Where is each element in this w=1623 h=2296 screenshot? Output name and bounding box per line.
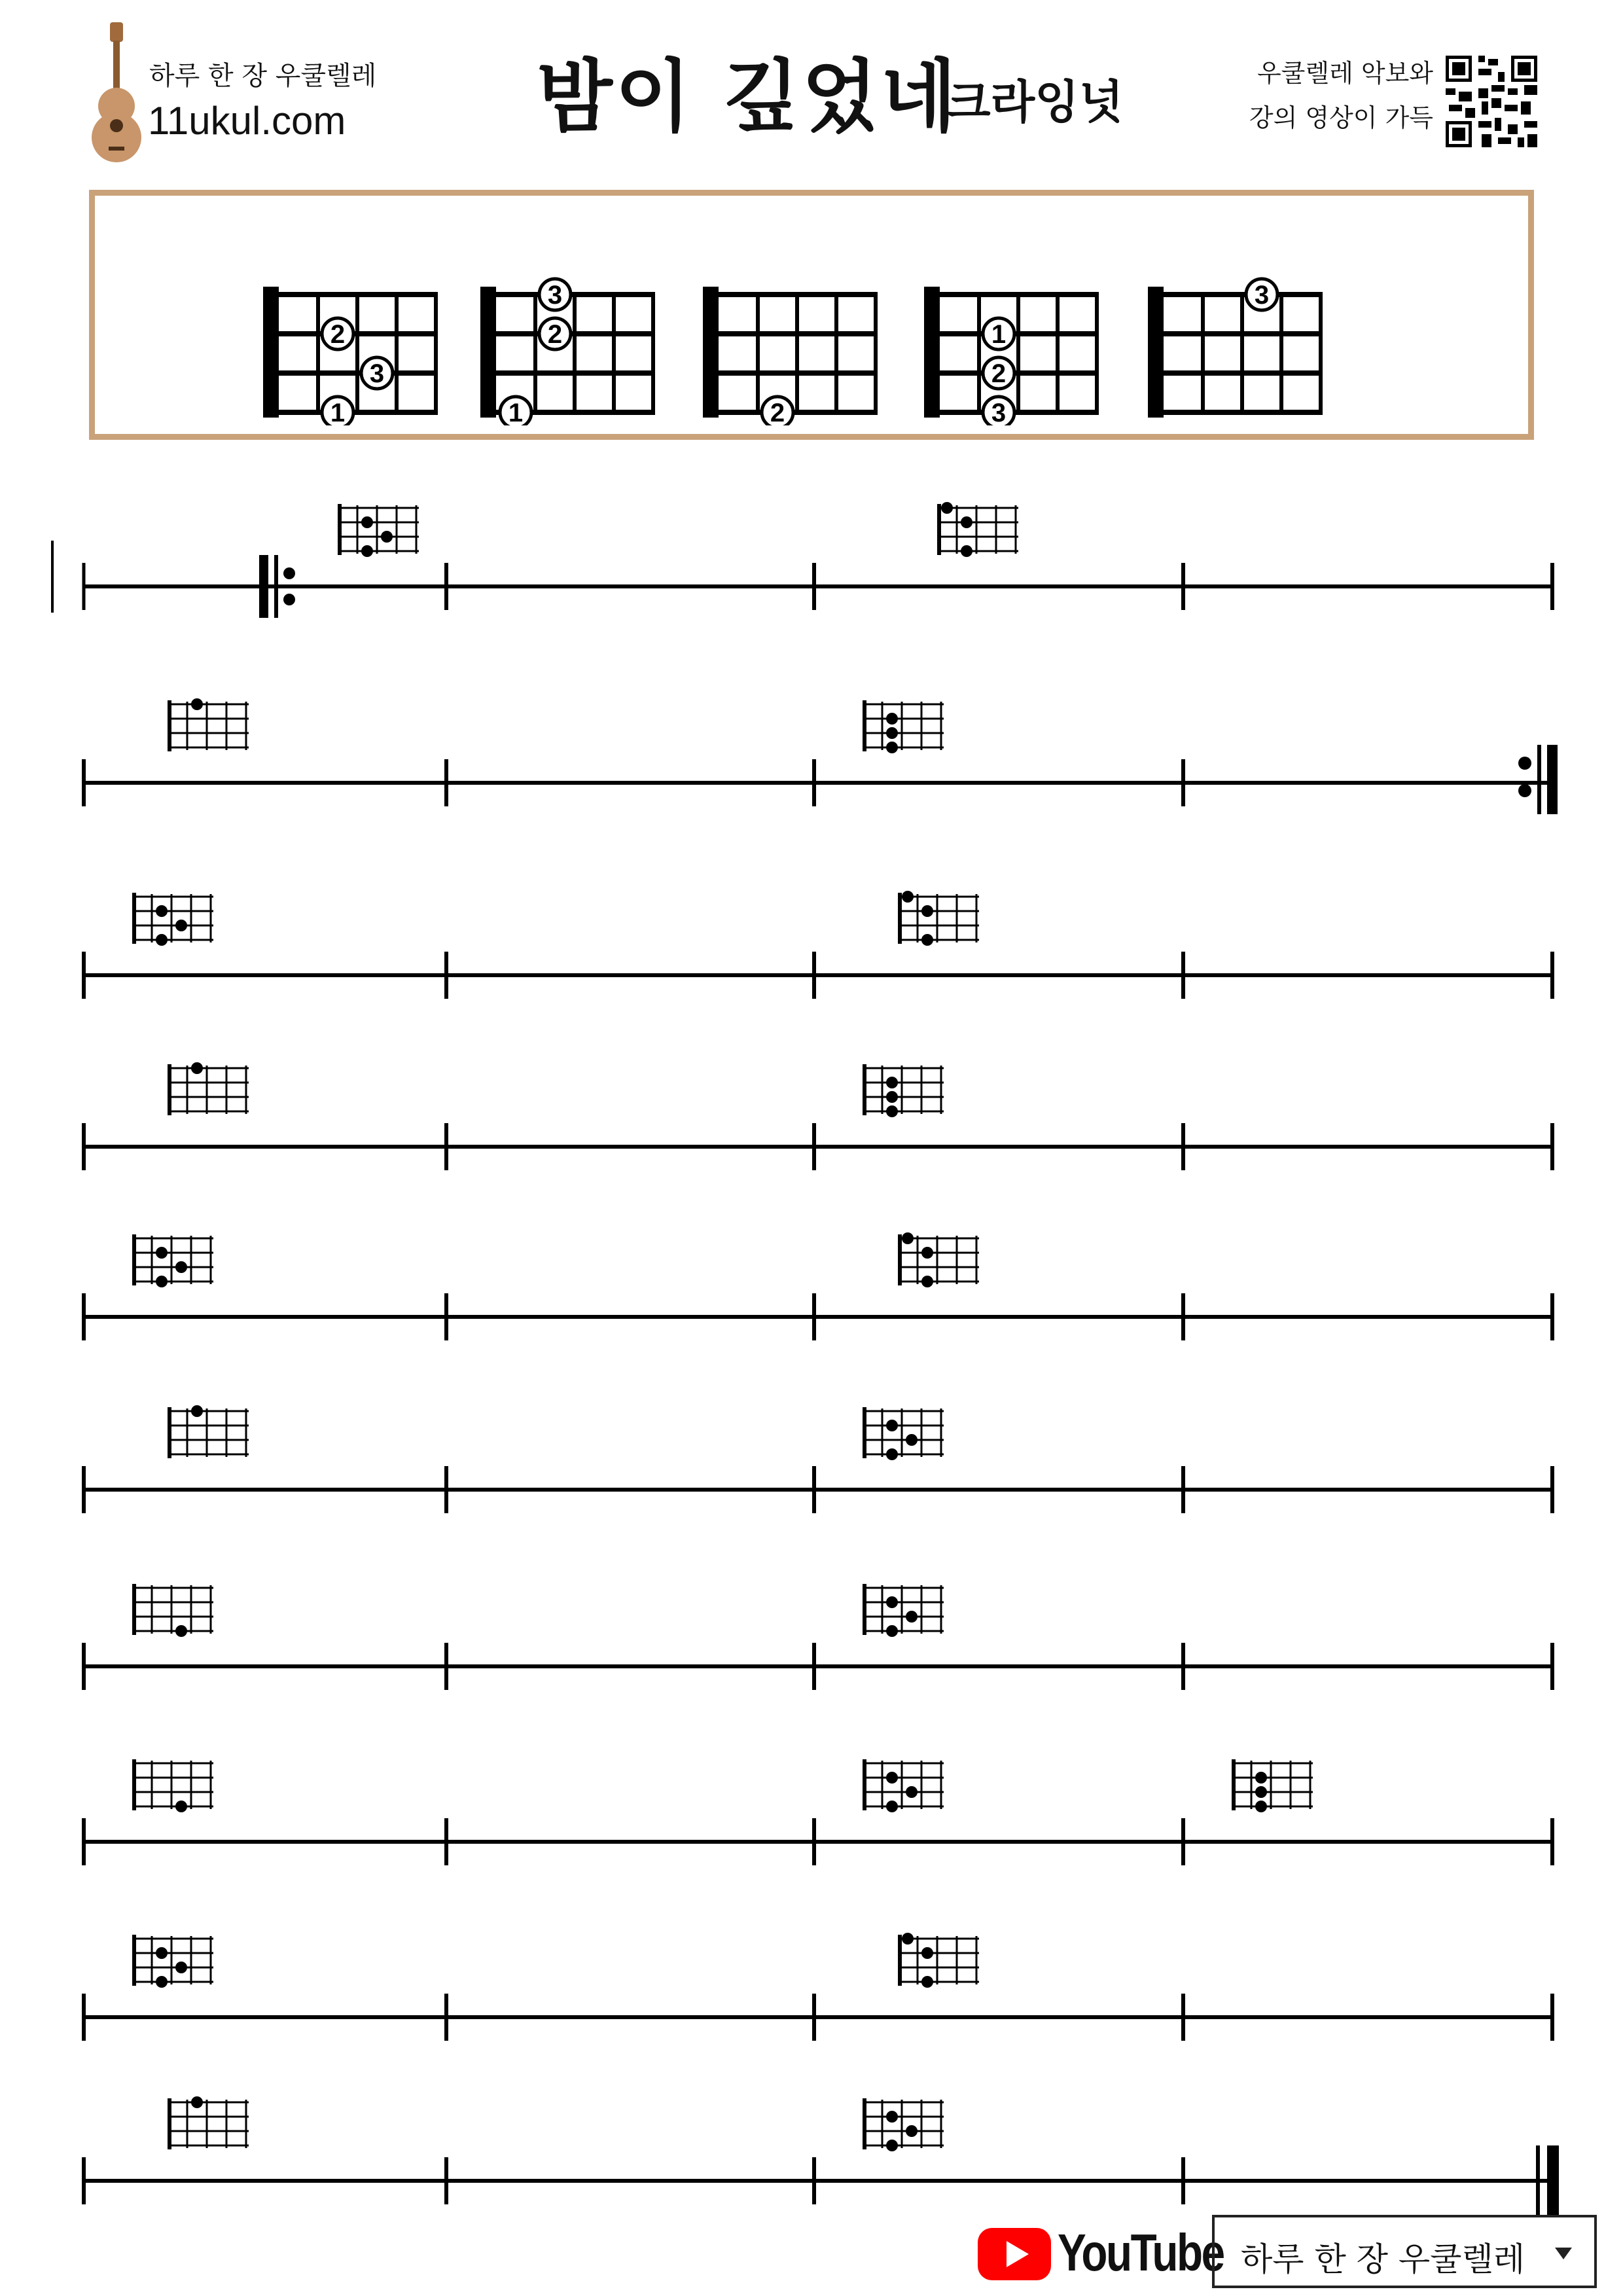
song-title: 밤이 깊었네 bbox=[537, 52, 959, 143]
channel-dropdown[interactable] bbox=[1212, 2215, 1597, 2288]
svg-text:1: 1 bbox=[508, 399, 524, 425]
svg-text:3: 3 bbox=[1254, 281, 1270, 310]
inline-chord-diagram-g bbox=[863, 2098, 944, 2151]
inline-chord-diagram-g bbox=[338, 504, 419, 557]
inline-chord-diagram-e7 bbox=[898, 891, 979, 946]
youtube-logo-icon[interactable] bbox=[978, 2228, 1051, 2280]
svg-text:2: 2 bbox=[330, 320, 346, 349]
inline-chord-diagram-d bbox=[1232, 1759, 1313, 1812]
inline-chord-diagram-am bbox=[168, 1062, 249, 1115]
inline-chord-diagram-g bbox=[863, 1584, 944, 1637]
inline-chord-diagram-am bbox=[168, 698, 249, 751]
inline-chord-diagram-am bbox=[168, 2096, 249, 2149]
youtube-label[interactable]: YouTube bbox=[1058, 2223, 1224, 2282]
svg-text:1: 1 bbox=[991, 320, 1007, 349]
inline-chord-diagram-e7 bbox=[898, 1933, 979, 1988]
channel-label: 하루 한 장 우쿨렐레 bbox=[1241, 2240, 1525, 2278]
inline-chord-diagram-d bbox=[863, 700, 944, 753]
inline-chord-diagram-g bbox=[863, 1759, 944, 1812]
svg-text:3: 3 bbox=[547, 281, 563, 310]
inline-chord-diagram-e7 bbox=[937, 502, 1018, 557]
inline-chord-diagram-c bbox=[132, 1759, 213, 1812]
svg-text:3: 3 bbox=[991, 399, 1007, 425]
inline-chord-diagram-g bbox=[132, 893, 213, 946]
inline-chord-diagram-am bbox=[168, 1405, 249, 1458]
svg-text:2: 2 bbox=[770, 399, 785, 425]
promo-line-1: 우쿨렐레 악보와 bbox=[1257, 59, 1433, 88]
svg-text:2: 2 bbox=[547, 320, 563, 349]
inline-chord-diagram-c bbox=[132, 1584, 213, 1637]
promo-line-2: 강의 영상이 가득 bbox=[1249, 103, 1433, 132]
svg-text:2: 2 bbox=[991, 359, 1007, 388]
inline-chord-diagram-d bbox=[863, 1064, 944, 1117]
svg-text:3: 3 bbox=[369, 359, 385, 388]
inline-chord-diagram-g bbox=[132, 1935, 213, 1988]
chevron-down-icon bbox=[1554, 2246, 1573, 2263]
inline-chord-diagram-g bbox=[863, 1407, 944, 1460]
brand-url[interactable]: 11ukul.com bbox=[148, 99, 346, 143]
song-artist: 크라잉넛 bbox=[946, 75, 1124, 129]
inline-chord-diagram-e7 bbox=[898, 1232, 979, 1287]
brand-line: 하루 한 장 우쿨렐레 bbox=[149, 61, 377, 91]
svg-text:1: 1 bbox=[330, 399, 346, 425]
inline-chord-diagram-g bbox=[132, 1234, 213, 1287]
